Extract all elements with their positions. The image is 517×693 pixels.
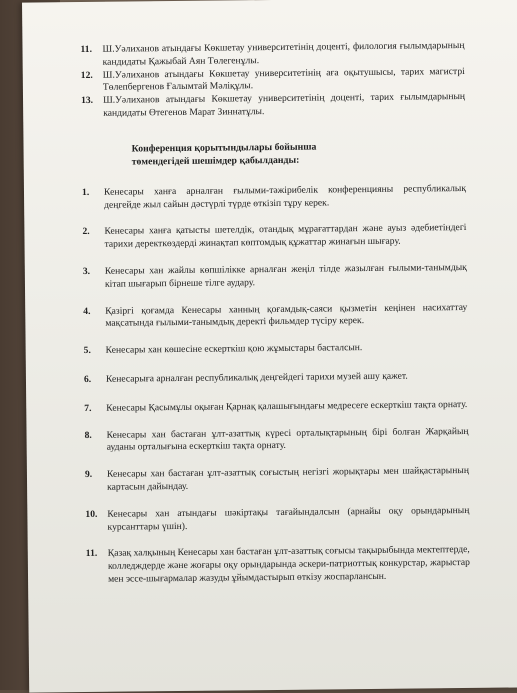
member-item [80,40,464,70]
decision-text: Кенесары ханға арналған ғылыми-тәжірибелік конференцияны республикалық деңгейде жыл сайын дәстүрлі түрде өткізіп тұру керек. [103,182,467,211]
decision-text: Қазіргі қоғамда Кенесары ханның қоғамдық-саяси қызметін кеңінен насихаттау мақсатында ғылыми-танымдық деректі фильмдер түсіру керек. [105,301,468,330]
decision-number: 10. [85,508,98,520]
decision-number: 9. [84,469,93,481]
decision-item [82,183,466,213]
member-number: 13. [80,95,94,107]
decision-text: Кенесары хан жайлы көпшілікке арналған жеңіл тілде жазылған ғылыми-танымдық кітап шығарып бірнеше тілге аудару. [104,261,467,290]
decision-text: Кенесары Қасымұлы оқыған Қарнақ қалашығындағы медресеге ескерткіш тақта орнату. [106,398,468,414]
decision-text: Кенесарыға арналған республикалық деңгейдегі тарихи музей ашу қажет. [105,370,408,385]
decision-text: Кенесары хан бастаған ұлт-азаттық соғыстың негізгі жорықтары мен шайқастарының картасын дайындау. [106,465,469,493]
decision-item [84,370,468,387]
decision-number: 6. [83,373,92,385]
decisions-heading: Конференция қорытындылары бойынша төмендегідей шешімдер қабылданды: [131,141,317,168]
decision-text: Кенесары ханға қатысты шетелдік, отандық мұрағаттардан және ауыз әдебиетіндегі тарихи деректкөздерді жинақтап көптомдық құжаттар жинағын шығару. [104,222,467,250]
member-item [81,66,465,96]
decision-number: 4. [83,305,91,317]
decision-text: Кенесары хан көшесіне ескерткіш қою жұмыстары басталсын. [105,342,363,356]
decision-item [85,505,469,535]
decision-item [84,399,468,416]
document-content [80,40,470,587]
decision-number: 7. [84,402,92,414]
decision-text: Кенесары хан атындағы шәкіртақы тағайындалсын (арнайы оқу орындарының курсанттары үшін). [107,504,470,533]
decision-number: 5. [83,345,91,357]
member-text: Ш.Уәлиханов атындағы Көкшетау университетінің аға оқытушысы, тарих магистрі Төлепбергенов Ғалымтай Мәліқұлы. [102,65,465,94]
decision-number: 8. [84,429,92,441]
member-number: 12. [80,69,93,81]
decision-number: 2. [82,226,90,238]
decision-item [84,426,468,456]
decision-text: Қазақ халқының Кенесары хан бастаған ұлт-азаттық соғысы тақырыбында мектептерде, колледждерде және жоғары оқу орындарында әскери-патриоттық конкурстар, жарыстар мен эссе-шығармалар жазуды ұйымдастырып өткізу жоспарлансын. [107,544,470,585]
decision-item [83,262,467,292]
decision-item [86,544,470,586]
decision-number: 1. [81,186,90,198]
decision-number: 11. [85,548,98,560]
member-number: 11. [80,43,93,56]
member-text: Ш.Уәлиханов атындағы Көкшетау университетінің доценті, филология ғылымдарының кандидаты Қажыбай Аян Төлегенұлы. [102,39,465,68]
decision-item [85,465,469,495]
decision-item [83,302,467,332]
member-text: Ш.Уәлиханов атындағы Көкшетау университетінің доценті, тарих ғылымдарының кандидаты Өтегенов Марат Зиннатұлы. [102,91,466,119]
decision-item [82,222,466,252]
decision-item [84,341,468,358]
document-page [22,0,517,693]
decision-number: 3. [82,265,91,277]
decision-text: Кенесары хан бастаған ұлт-азаттық күресі орталықтарының бірі болған Жарқайың ауданы орталығына ескерткіш тақта орнату. [106,425,469,454]
member-item [81,91,465,121]
